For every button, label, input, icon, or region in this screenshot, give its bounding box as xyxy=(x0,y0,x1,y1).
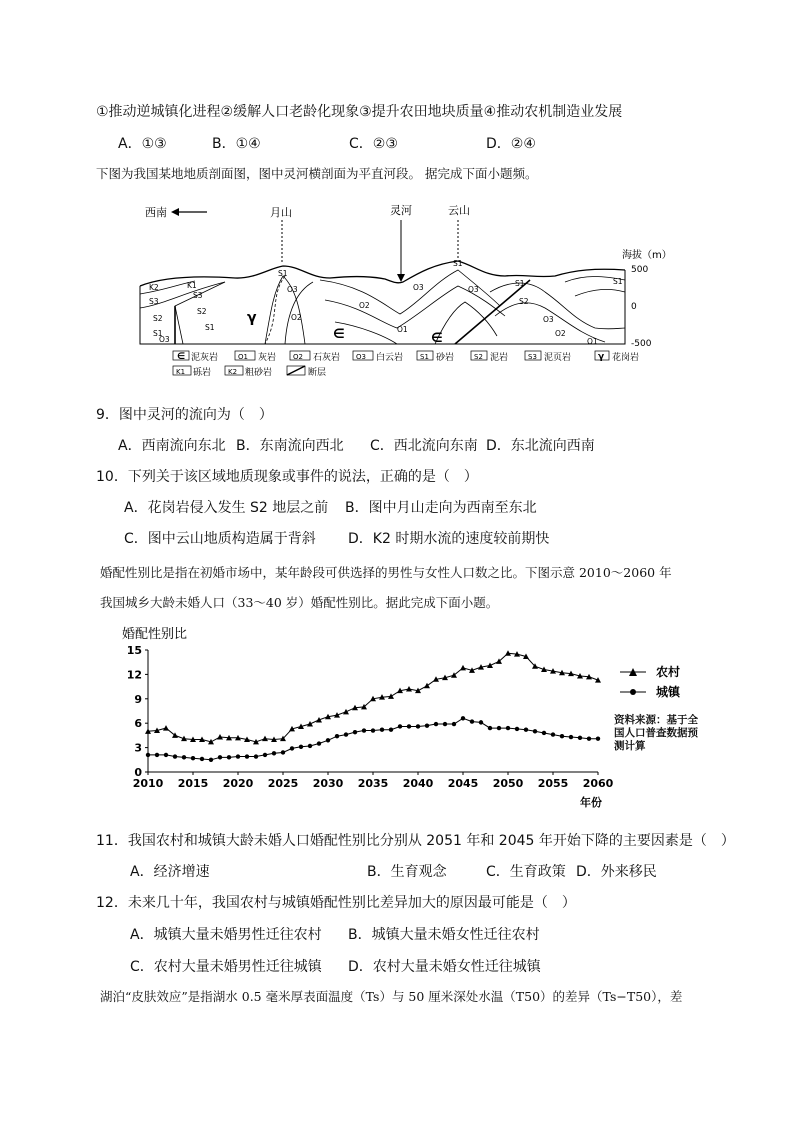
urban-point xyxy=(452,722,456,726)
direction-label: 西南 xyxy=(145,206,167,219)
q12-option-c[interactable]: C．农村大量未婚男性迁往城镇 xyxy=(130,959,322,975)
x-axis xyxy=(133,772,614,790)
s1-label-e: S1 xyxy=(515,279,525,288)
q11-stem: 11．我国农村和城镇大龄未婚人口婚配性别比分别从 2051 年和 2045 年开始下降的主要因素是（ ） xyxy=(96,833,735,849)
altitude-label: 海拔（m） xyxy=(622,250,672,261)
urban-point xyxy=(470,719,474,723)
granite-boundary xyxy=(265,276,285,344)
geo-intro: 下图为我国某地地质剖面图，图中灵河横剖面为平直河段。 据完成下面小题频。 xyxy=(96,166,538,181)
series xyxy=(145,650,601,762)
urban-point xyxy=(380,728,384,732)
s1-label-a: S1 xyxy=(153,329,163,338)
o3-label-c: O3 xyxy=(413,283,424,292)
s1-label-d: S1 xyxy=(453,259,463,268)
q11-option-c[interactable]: C．生育政策 xyxy=(486,864,566,880)
rural-point xyxy=(307,721,313,727)
svg-text:灰岩: 灰岩 xyxy=(258,353,277,363)
urban-point xyxy=(560,734,564,738)
legend-circle-icon xyxy=(630,689,636,695)
chart-source-note: 资料来源：基于全国人口普查数据预测计算 xyxy=(614,714,698,752)
q12-option-d[interactable]: D．农村大量未婚女性迁往城镇 xyxy=(348,959,541,975)
urban-point xyxy=(191,756,195,760)
urban-point xyxy=(569,735,573,739)
urban-point xyxy=(479,720,483,724)
tick-neg500: -500 xyxy=(631,339,652,349)
urban-point xyxy=(407,724,411,728)
x-tick-label: 2050 xyxy=(492,777,524,790)
rural-point xyxy=(163,725,169,731)
x-tick-label: 2020 xyxy=(222,777,254,790)
lake-intro: 湖泊“皮肤效应”是指湖水 0.5 毫米厚表面温度（Ts）与 50 厘米深处水温（T50）的差异（Ts−T50），差 xyxy=(100,989,683,1004)
o3-label-e: O3 xyxy=(543,315,554,324)
svg-text:K2: K2 xyxy=(228,368,238,376)
s2-label-b: S2 xyxy=(197,307,207,316)
svg-text:γ: γ xyxy=(598,352,605,362)
urban-point xyxy=(245,754,249,758)
y-tick-label: 15 xyxy=(126,644,142,657)
urban-point xyxy=(578,736,582,740)
q12-stem: 12．未来几十年，我国农村与城镇婚配性别比差异加大的原因最可能是（ ） xyxy=(96,895,576,911)
q9-option-a[interactable]: A．西南流向东北 xyxy=(118,438,226,454)
urban-point xyxy=(272,751,276,755)
s3-label-b: S3 xyxy=(193,291,203,300)
q9-stem: 9．图中灵河的流向为（ ） xyxy=(96,407,273,423)
x-tick-label: 2040 xyxy=(402,777,434,790)
urban-point xyxy=(425,723,429,727)
urban-point xyxy=(326,738,330,742)
urban-point xyxy=(290,746,294,750)
svg-text:泥灰岩: 泥灰岩 xyxy=(191,353,219,363)
svg-text:S2: S2 xyxy=(474,353,483,361)
svg-text:∈: ∈ xyxy=(177,352,186,362)
x-tick-label: 2015 xyxy=(177,777,209,790)
y-tick-label: 12 xyxy=(126,668,142,682)
y-axis xyxy=(127,644,148,779)
cambrian-symbol-b: ∈ xyxy=(431,331,443,346)
urban-point xyxy=(200,757,204,761)
granite-symbol: γ xyxy=(247,310,257,326)
tick-500: 500 xyxy=(631,265,649,275)
q8-option-b[interactable]: B．①④ xyxy=(212,136,261,152)
rural-point xyxy=(487,662,493,668)
chart-ylabel: 婚配性别比 xyxy=(122,627,188,642)
urban-point xyxy=(263,753,267,757)
urban-point xyxy=(596,736,600,740)
moon-mountain-label: 月山 xyxy=(270,206,292,219)
svg-text:白云岩: 白云岩 xyxy=(376,353,404,363)
svg-text:断层: 断层 xyxy=(308,368,327,378)
x-tick-label: 2055 xyxy=(537,777,569,790)
o3-label-d: O3 xyxy=(468,285,479,294)
y-tick-label: 3 xyxy=(134,741,142,755)
q10-stem: 10．下列关于该区域地质现象或事件的说法，正确的是（ ） xyxy=(96,469,478,485)
urban-point xyxy=(317,741,321,745)
ratio-intro-line1: 婚配性别比是指在初婚市场中，某年龄段可供选择的男性与女性人口数之比。下图示意 2010～2060 年 xyxy=(100,565,672,580)
q12-option-b[interactable]: B．城镇大量未婚女性迁往农村 xyxy=(348,927,540,943)
rural-point xyxy=(406,686,412,692)
strata-lines xyxy=(140,270,625,344)
q8-option-d[interactable]: D．②④ xyxy=(486,136,536,152)
q9-option-d[interactable]: D．东北流向西南 xyxy=(486,438,595,454)
svg-text:O3: O3 xyxy=(356,353,366,361)
svg-text:砂岩: 砂岩 xyxy=(436,353,455,363)
o1-label-a: O1 xyxy=(397,325,408,334)
q11-option-d[interactable]: D．外来移民 xyxy=(576,864,657,880)
svg-text:S3: S3 xyxy=(528,353,537,361)
urban-point xyxy=(362,728,366,732)
urban-point xyxy=(254,754,258,758)
legend xyxy=(173,351,639,378)
geo-section-figure xyxy=(135,196,672,386)
q8-option-a[interactable]: A．①③ xyxy=(118,136,167,152)
urban-point xyxy=(506,726,510,730)
urban-point xyxy=(389,728,393,732)
urban-point xyxy=(164,753,168,757)
urban-point xyxy=(299,745,303,749)
x-tick-label: 2045 xyxy=(447,777,479,790)
x-tick-label: 2030 xyxy=(312,777,344,790)
q11-option-a[interactable]: A．经济增速 xyxy=(130,864,210,880)
urban-point xyxy=(551,732,555,736)
svg-text:O2: O2 xyxy=(293,353,303,361)
q9-option-b[interactable]: B．东南流向西北 xyxy=(236,438,344,454)
ratio-intro-line2: 我国城乡大龄未婚人口（33～40 岁）婚配性别比。据此完成下面小题。 xyxy=(100,595,499,610)
ling-river-label: 灵河 xyxy=(390,204,412,217)
o1-label-b: O1 xyxy=(587,337,598,346)
o2-label-c: O2 xyxy=(555,329,566,338)
chart-xlabel: 年份 xyxy=(580,796,602,809)
urban-point xyxy=(308,744,312,748)
urban-point xyxy=(416,724,420,728)
rural-point xyxy=(424,683,430,689)
urban-point xyxy=(587,736,591,740)
s2-label-c: S2 xyxy=(519,297,529,306)
o2-label-b: O2 xyxy=(359,301,370,310)
svg-text:泥岩: 泥岩 xyxy=(490,353,509,363)
urban-point xyxy=(542,731,546,735)
y-tick-label: 0 xyxy=(134,766,142,779)
o3-label-b: O3 xyxy=(287,285,298,294)
svg-text:石灰岩: 石灰岩 xyxy=(313,353,341,363)
q8-option-c[interactable]: C．②③ xyxy=(349,136,398,152)
q10-option-b[interactable]: B．图中月山走向为西南至东北 xyxy=(345,500,537,516)
urban-point xyxy=(218,755,222,759)
k1-label: K1 xyxy=(187,281,197,290)
legend-rural: 农村 xyxy=(656,665,681,679)
k2-label: K2 xyxy=(149,283,159,292)
urban-point xyxy=(227,755,231,759)
urban-point xyxy=(515,727,519,731)
urban-point xyxy=(434,722,438,726)
q11-option-b[interactable]: B．生育观念 xyxy=(367,864,447,880)
urban-point xyxy=(182,755,186,759)
urban-point xyxy=(209,758,213,762)
x-tick-label: 2060 xyxy=(582,777,614,790)
s1-label-c: S1 xyxy=(278,269,288,278)
q12-option-a[interactable]: A．城镇大量未婚男性迁往农村 xyxy=(130,927,322,943)
urban-point xyxy=(443,722,447,726)
urban-point xyxy=(155,753,159,757)
x-tick-label: 2035 xyxy=(357,777,389,790)
o2-label-a: O2 xyxy=(291,313,302,322)
o3-label-a: O3 xyxy=(159,335,170,344)
cambrian-symbol-a: ∈ xyxy=(333,327,345,342)
urban-point xyxy=(236,754,240,758)
svg-text:S1: S1 xyxy=(420,353,429,361)
urban-point xyxy=(497,726,501,730)
section-frame xyxy=(140,270,625,344)
urban-point xyxy=(146,753,150,757)
q10-option-c[interactable]: C．图中云山地质构造属于背斜 xyxy=(124,531,316,547)
urban-point xyxy=(398,724,402,728)
s1-label-b: S1 xyxy=(205,323,215,332)
s2-label-a: S2 xyxy=(153,314,163,323)
arrow-head-icon xyxy=(171,208,179,216)
s1-label-f: S1 xyxy=(613,277,623,286)
x-tick-label: 2025 xyxy=(267,777,299,790)
rural-point xyxy=(316,717,322,723)
urban-point xyxy=(281,750,285,754)
rural-point xyxy=(343,709,349,715)
urban-point xyxy=(335,734,339,738)
legend-urban: 城镇 xyxy=(656,685,681,699)
y-tick-label: 9 xyxy=(134,692,142,706)
urban-point xyxy=(524,728,528,732)
svg-text:花岗岩: 花岗岩 xyxy=(612,353,640,363)
urban-point xyxy=(173,754,177,758)
q8-stem: ①推动逆城镇化进程②缓解人口老龄化现象③提升农田地块质量④推动农机制造业发展 xyxy=(96,104,623,120)
chart-legend xyxy=(620,664,681,699)
q10-option-a[interactable]: A．花岗岩侵入发生 S2 地层之前 xyxy=(124,500,329,516)
terrain-surface xyxy=(140,261,625,286)
svg-text:粗砂岩: 粗砂岩 xyxy=(245,368,273,378)
urban-point xyxy=(353,730,357,734)
svg-text:泥页岩: 泥页岩 xyxy=(544,353,572,363)
tick-0: 0 xyxy=(631,302,637,312)
cloud-mountain-label: 云山 xyxy=(448,204,470,217)
q10-option-d[interactable]: D．K2 时期水流的速度较前期快 xyxy=(348,531,550,547)
urban-point xyxy=(371,728,375,732)
urban-point xyxy=(344,732,348,736)
urban-point xyxy=(488,726,492,730)
urban-point xyxy=(533,729,537,733)
x-tick-label: 2010 xyxy=(132,777,164,790)
rural-point xyxy=(460,665,466,671)
svg-text:K1: K1 xyxy=(176,368,186,376)
y-tick-label: 6 xyxy=(134,717,142,731)
q9-option-c[interactable]: C．西北流向东南 xyxy=(370,438,478,454)
svg-text:砾岩: 砾岩 xyxy=(193,368,212,378)
svg-text:O1: O1 xyxy=(238,353,248,361)
s3-label-a: S3 xyxy=(149,297,159,306)
urban-point xyxy=(461,716,465,720)
